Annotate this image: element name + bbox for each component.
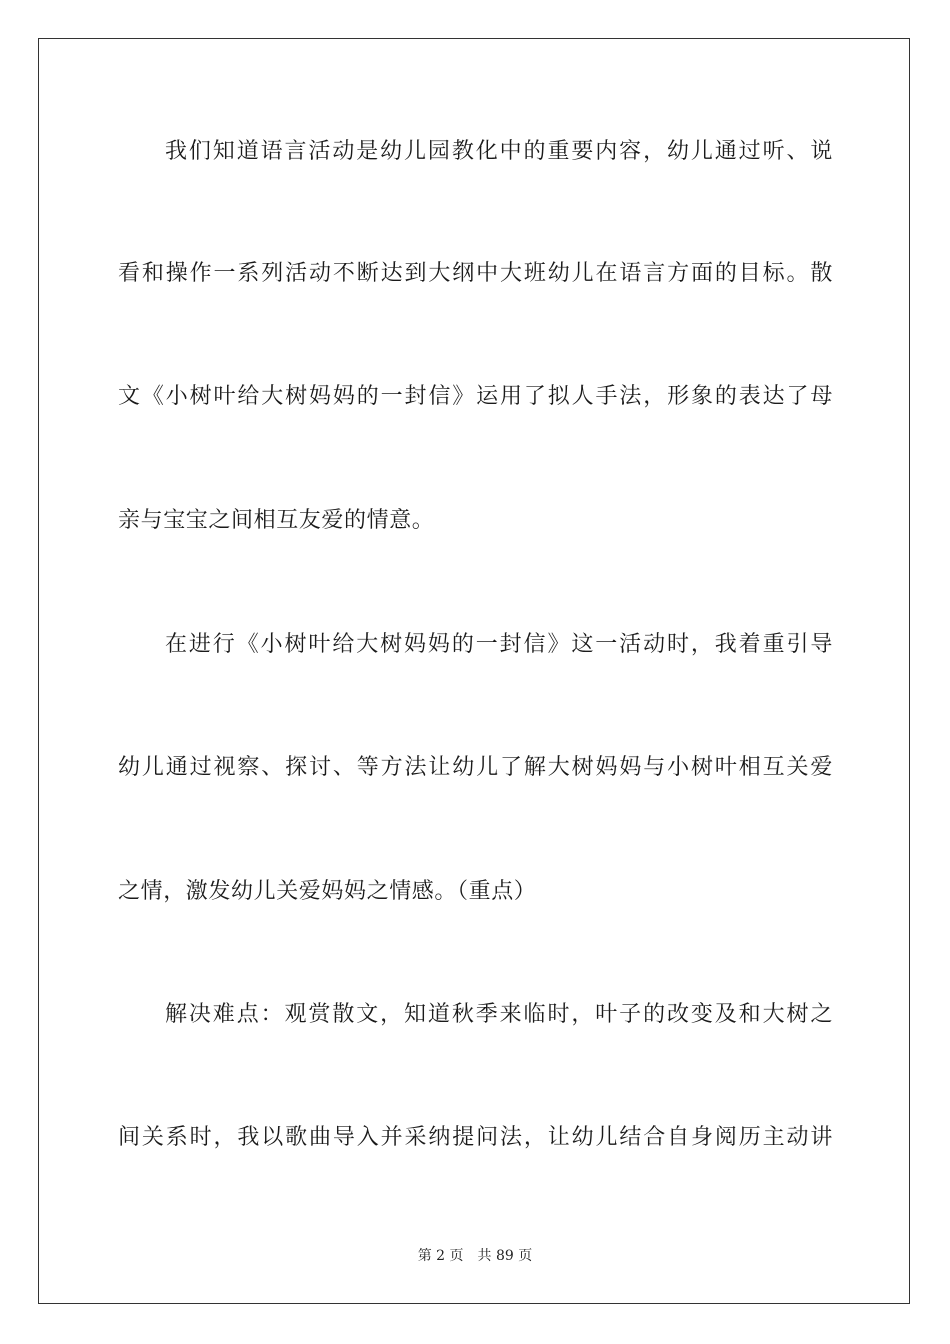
paragraph-3-line-2: 间关系时，我以歌曲导入并采纳提问法，让幼儿结合自身阅历主动讲 (118, 1125, 833, 1150)
paragraph-1-line-3: 文《小树叶给大树妈妈的一封信》运用了拟人手法，形象的表达了母 (118, 384, 833, 409)
paragraph-2-line-1: 在进行《小树叶给大树妈妈的一封信》这一活动时，我着重引导 (165, 632, 833, 657)
paragraph-1-line-4: 亲与宝宝之间相互友爱的情意。 (118, 508, 435, 533)
page-border (38, 38, 910, 1304)
page-total: 共 89 页 (477, 1248, 533, 1264)
paragraph-1-line-1: 我们知道语言活动是幼儿园教化中的重要内容，幼儿通过听、说 (165, 139, 833, 164)
paragraph-3-line-1: 解决难点：观赏散文，知道秋季来临时，叶子的改变及和大树之 (165, 1002, 833, 1027)
page-number: 第 2 页 (417, 1248, 464, 1264)
paragraph-2-line-3: 之情，激发幼儿关爱妈妈之情感。（重点） (118, 879, 537, 904)
paragraph-2-line-2: 幼儿通过视察、探讨、等方法让幼儿了解大树妈妈与小树叶相互关爱 (118, 755, 833, 780)
page-footer (0, 1247, 950, 1265)
paragraph-1-line-2: 看和操作一系列活动不断达到大纲中大班幼儿在语言方面的目标。散 (118, 261, 833, 286)
